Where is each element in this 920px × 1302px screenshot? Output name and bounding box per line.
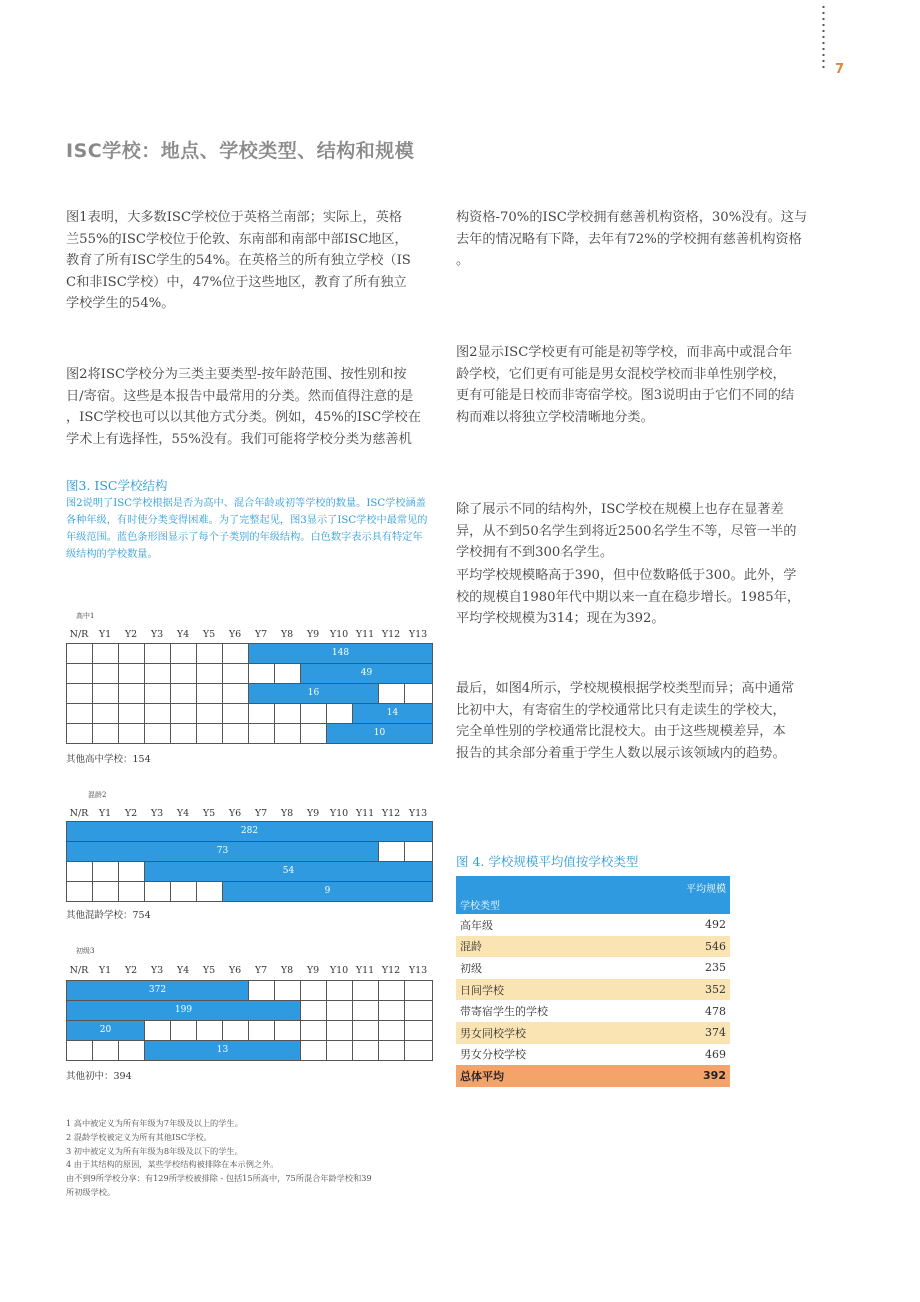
grid-cell	[197, 1021, 223, 1040]
grid-cell	[93, 1041, 119, 1060]
year-label: Y1	[98, 629, 112, 640]
year-label: Y2	[124, 808, 138, 819]
grid-cell	[223, 1021, 249, 1040]
grid-cell	[223, 664, 249, 683]
school-type: 初级	[460, 961, 482, 975]
avg-size: 235	[705, 961, 726, 975]
grid-cell	[249, 724, 275, 743]
grid-cell	[171, 882, 197, 901]
panel-label-senior: 高中1	[76, 612, 95, 620]
year-label: Y9	[306, 808, 320, 819]
grid-row	[67, 842, 433, 862]
grade-range-bar: 73	[67, 842, 379, 861]
grid-cell	[301, 1001, 327, 1020]
grade-range-bar: 20	[67, 1021, 145, 1040]
grid-cell	[379, 1041, 405, 1060]
year-label: Y11	[355, 808, 375, 819]
grid-cell	[171, 1021, 197, 1040]
year-axis	[66, 808, 436, 822]
grid-cell	[67, 684, 93, 703]
footnote: 3 初中被定义为所有年级为8年级及以下的学生。	[66, 1145, 243, 1156]
panel-label-mixed: 混龄2	[88, 791, 107, 799]
grid-cell	[67, 644, 93, 663]
grid-cell	[353, 1021, 379, 1040]
year-label: Y12	[381, 808, 401, 819]
year-label: Y10	[329, 629, 349, 640]
grid-row	[67, 1041, 433, 1061]
grid-cell	[197, 882, 223, 901]
grid-cell	[119, 664, 145, 683]
grid-cell	[327, 981, 353, 1000]
grid-cell	[171, 704, 197, 723]
other-count: 其他高中学校：154	[66, 754, 151, 765]
grade-range-bar: 199	[67, 1001, 301, 1020]
grid-cell	[353, 1041, 379, 1060]
school-type: 男女分校学校	[460, 1048, 526, 1062]
grid-cell	[249, 981, 275, 1000]
structure-grid	[66, 821, 433, 902]
grid-cell	[171, 664, 197, 683]
grid-row	[67, 644, 433, 664]
grid-cell	[119, 862, 145, 881]
grade-range-bar: 148	[249, 644, 433, 663]
total-row	[456, 1065, 730, 1087]
year-label: Y4	[176, 629, 190, 640]
footnote: 1 高中被定义为所有年级为7年级及以上的学生。	[66, 1118, 243, 1128]
right-paragraph-3: 除了展示不同的结构外，ISC学校在规模上也存在显著差 异，从不到50名学生到将近2500名学生不等，尽管一半的 学校拥有不到300名学生。	[456, 502, 797, 560]
grid-cell	[405, 842, 433, 861]
grid-cell	[145, 684, 171, 703]
school-type: 日间学校	[456, 979, 639, 1001]
year-label: Y13	[408, 965, 428, 976]
grid-cell	[67, 704, 93, 723]
school-type: 男女同校学校	[456, 1022, 639, 1044]
grade-range-bar: 13	[145, 1041, 301, 1060]
footnotes	[66, 1117, 406, 1200]
grid-cell	[301, 1041, 327, 1060]
year-label: Y3	[150, 629, 164, 640]
grid-row	[67, 684, 433, 704]
grid-cell	[119, 724, 145, 743]
grid-cell	[67, 862, 93, 881]
grid-cell	[119, 644, 145, 663]
grid-cell	[67, 664, 93, 683]
year-label: N/R	[69, 808, 89, 819]
right-paragraph-5: 最后，如图4所示，学校规模根据学校类型而异；高中通常 比初中大，有寄宿生的学校通常比只有走读生的学校大， 完全单性别的学校通常比混校大。由于这些规模差异，本 报告的其余部分着重于学生人数以展示该领域内的趋势。	[456, 681, 795, 761]
grid-row	[67, 981, 433, 1001]
grade-range-bar: 16	[249, 684, 379, 703]
grid-cell	[275, 981, 301, 1000]
grid-cell	[93, 724, 119, 743]
section-heading: ISC学校：地点、学校类型、结构和规模	[66, 140, 415, 162]
table-row	[456, 936, 730, 958]
footnote: 2 混龄学校被定义为所有其他ISC学校。	[66, 1131, 212, 1142]
year-label: Y9	[306, 629, 320, 640]
grid-cell	[223, 644, 249, 663]
grid-row	[67, 862, 433, 882]
year-label: Y13	[408, 808, 428, 819]
school-size-table	[456, 876, 730, 1087]
other-count: 其他初中：394	[66, 1071, 132, 1082]
year-label: Y8	[280, 965, 294, 976]
grid-cell	[119, 704, 145, 723]
dotted-rule	[822, 4, 825, 72]
grid-cell	[145, 644, 171, 663]
grid-cell	[171, 724, 197, 743]
avg-size: 546	[639, 936, 730, 958]
school-type: 高年级	[460, 918, 493, 932]
grid-cell	[223, 724, 249, 743]
year-label: Y12	[381, 629, 401, 640]
grid-cell	[145, 724, 171, 743]
avg-size: 478	[705, 1004, 726, 1018]
grid-cell	[301, 724, 327, 743]
year-label: Y2	[124, 965, 138, 976]
figure3-caption: 图2说明了ISC学校根据是否为高中、混合年龄或初等学校的数量。ISC学校涵盖各种年级，有时使分类变得困难。为了完整起见，图3显示了ISC学校中最常见的年级范围。蓝色条形图显示了每个子类别的年级结构。白色数字表示具有特定年级结构的学校数量。	[66, 498, 428, 560]
table-row	[456, 1000, 730, 1022]
grid-cell	[145, 704, 171, 723]
left-paragraph-1: 图1表明，大多数ISC学校位于英格兰南部；实际上，英格 兰55%的ISC学校位于伦敦、东南部和南部中部ISC地区， 教育了所有ISC学生的54%。在英格兰的所有独立学校（IS C和非ISC学校）中，47%位于这些地区，教育了所有独立 学校学生的54%。	[66, 210, 411, 311]
footnote: 所初级学校。	[66, 1186, 116, 1197]
grid-cell	[93, 704, 119, 723]
grid-cell	[145, 882, 171, 901]
year-label: N/R	[69, 629, 89, 640]
grid-cell	[327, 1001, 353, 1020]
grid-cell	[145, 1021, 171, 1040]
total-size: 392	[639, 1065, 730, 1087]
year-label: Y1	[98, 965, 112, 976]
col-type-header: 学校类型	[456, 876, 639, 914]
table-row	[456, 979, 730, 1001]
year-label: Y4	[176, 808, 190, 819]
grade-range-bar: 54	[145, 862, 433, 881]
grid-cell	[93, 684, 119, 703]
avg-size: 352	[639, 979, 730, 1001]
right-paragraph-1: 构资格-70%的ISC学校拥有慈善机构资格，30%没有。这与 去年的情况略有下降，去年有72%的学校拥有慈善机构资格 。	[456, 210, 808, 268]
grid-cell	[223, 704, 249, 723]
grid-cell	[67, 882, 93, 901]
grid-cell	[275, 664, 301, 683]
grid-cell	[145, 664, 171, 683]
school-type: 混龄	[456, 936, 639, 958]
year-label: Y13	[408, 629, 428, 640]
grid-cell	[405, 1021, 433, 1040]
figure3-title: 图3. ISC学校结构	[66, 478, 168, 493]
grid-cell	[249, 1021, 275, 1040]
grid-cell	[223, 684, 249, 703]
grid-cell	[379, 981, 405, 1000]
grid-cell	[353, 981, 379, 1000]
grid-cell	[119, 1041, 145, 1060]
grid-cell	[327, 1041, 353, 1060]
grid-cell	[301, 704, 327, 723]
grid-cell	[353, 1001, 379, 1020]
grid-cell	[405, 1041, 433, 1060]
grid-row	[67, 704, 433, 724]
year-label: Y7	[254, 808, 268, 819]
grid-cell	[379, 684, 405, 703]
year-label: Y5	[202, 965, 216, 976]
year-label: Y7	[254, 629, 268, 640]
year-label: Y11	[355, 629, 375, 640]
year-label: Y7	[254, 965, 268, 976]
grid-cell	[93, 644, 119, 663]
table-row	[456, 957, 730, 979]
right-paragraph-2: 图2显示ISC学校更有可能是初等学校，而非高中或混合年 龄学校，它们更有可能是男女混校学校而非单性别学校， 更有可能是日校而非寄宿学校。图3说明由于它们不同的结 构而难以将独立学校清晰地分类。	[456, 345, 795, 425]
school-type: 带寄宿学生的学校	[460, 1005, 548, 1019]
grid-cell	[93, 882, 119, 901]
year-label: Y8	[280, 629, 294, 640]
grid-cell	[93, 862, 119, 881]
left-paragraph-2: 图2将ISC学校分为三类主要类型-按年龄范围、按性别和按 日/寄宿。这些是本报告中最常用的分类。然而值得注意的是 ，ISC学校也可以以其他方式分类。例如，45%的ISC学校在 学术上有选择性，55%没有。我们可能将学校分类为慈善机	[66, 367, 421, 447]
grid-cell	[197, 724, 223, 743]
year-axis	[66, 965, 436, 979]
grid-cell	[93, 664, 119, 683]
grid-cell	[301, 981, 327, 1000]
grade-range-bar: 282	[67, 822, 433, 841]
year-label: Y4	[176, 965, 190, 976]
year-label: Y3	[150, 808, 164, 819]
year-label: Y11	[355, 965, 375, 976]
year-label: Y6	[228, 965, 242, 976]
grid-cell	[171, 684, 197, 703]
avg-size: 492	[705, 918, 726, 932]
grid-cell	[171, 644, 197, 663]
footnote: 4 由于其结构的原因，某些学校结构被排除在本示例之外。	[66, 1159, 279, 1170]
grid-cell	[379, 1001, 405, 1020]
table-row	[456, 1022, 730, 1044]
grid-row	[67, 724, 433, 744]
grade-range-bar: 10	[327, 724, 433, 743]
grid-row	[67, 664, 433, 684]
other-count: 其他混龄学校：754	[66, 910, 151, 921]
page-number: 7	[835, 62, 845, 77]
grid-cell	[327, 704, 353, 723]
structure-grid	[66, 980, 433, 1061]
year-label: Y8	[280, 808, 294, 819]
table-row	[456, 914, 730, 936]
total-label: 总体平均	[456, 1065, 639, 1087]
year-label: Y5	[202, 808, 216, 819]
grid-cell	[379, 842, 405, 861]
grid-cell	[67, 724, 93, 743]
year-axis	[66, 629, 436, 643]
grade-range-bar: 9	[223, 882, 433, 901]
grid-row	[67, 1001, 433, 1021]
grid-cell	[275, 1021, 301, 1040]
year-label: Y10	[329, 808, 349, 819]
year-label: Y2	[124, 629, 138, 640]
grid-cell	[405, 981, 433, 1000]
figure4-title: 图 4. 学校规模平均值按学校类型	[456, 854, 639, 869]
grade-range-bar: 14	[353, 704, 433, 723]
structure-grid	[66, 643, 433, 744]
grid-cell	[327, 1021, 353, 1040]
year-label: Y6	[228, 629, 242, 640]
grid-cell	[197, 664, 223, 683]
grade-range-bar: 49	[301, 664, 433, 683]
grid-cell	[249, 664, 275, 683]
year-label: Y9	[306, 965, 320, 976]
grid-cell	[379, 1021, 405, 1040]
year-label: Y3	[150, 965, 164, 976]
year-label: Y12	[381, 965, 401, 976]
year-label: N/R	[69, 965, 89, 976]
year-label: Y5	[202, 629, 216, 640]
grid-cell	[275, 704, 301, 723]
grid-cell	[405, 684, 433, 703]
grid-cell	[119, 684, 145, 703]
grid-row	[67, 822, 433, 842]
grid-row	[67, 882, 433, 902]
grade-range-bar: 372	[67, 981, 249, 1000]
table-header	[456, 876, 730, 914]
grid-cell	[275, 724, 301, 743]
grid-cell	[301, 1021, 327, 1040]
grid-cell	[119, 882, 145, 901]
col-size-header: 平均规模	[639, 876, 730, 914]
grid-cell	[405, 1001, 433, 1020]
grid-cell	[249, 704, 275, 723]
year-label: Y6	[228, 808, 242, 819]
grid-cell	[197, 704, 223, 723]
table-row	[456, 1044, 730, 1066]
grid-cell	[197, 684, 223, 703]
footnote: 由不到9所学校分享：有129所学校被排除 - 包括15所高中，75所混合年龄学校和39	[66, 1173, 372, 1184]
panel-label-junior: 初级3	[76, 947, 95, 955]
grid-row	[67, 1021, 433, 1041]
right-paragraph-4: 平均学校规模略高于390，但中位数略低于300。此外，学 校的规模自1980年代中期以来一直在稳步增长。1985年， 平均学校规模为314；现在为392。	[456, 568, 801, 626]
avg-size: 374	[639, 1022, 730, 1044]
year-label: Y1	[98, 808, 112, 819]
year-label: Y10	[329, 965, 349, 976]
avg-size: 469	[705, 1047, 726, 1061]
grid-cell	[67, 1041, 93, 1060]
grid-cell	[197, 644, 223, 663]
